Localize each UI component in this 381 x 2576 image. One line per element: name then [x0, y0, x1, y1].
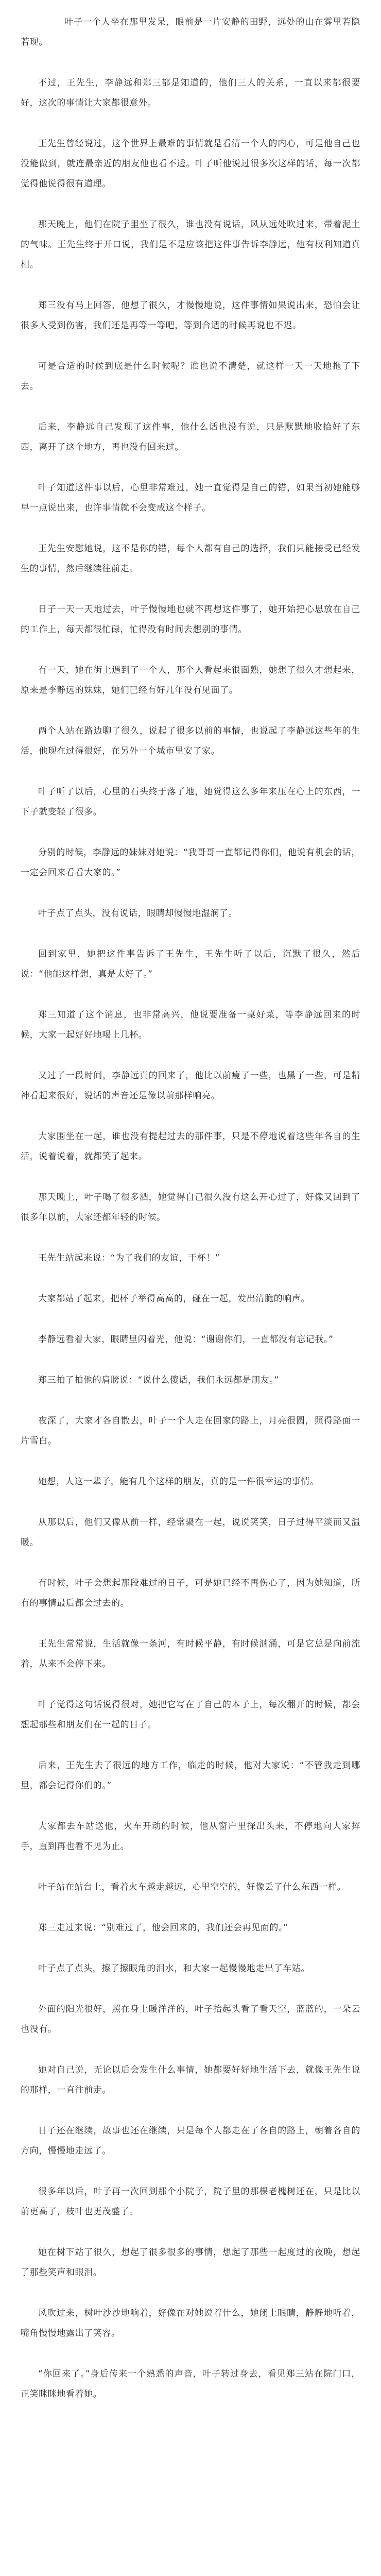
paragraph-20: 那天晚上，叶子喝了很多酒，她觉得自己很久没有这么开心过了，好像又回到了很多年以前，大家还都年轻的时候。	[21, 1192, 360, 1223]
paragraph-18: 又过了一段时间，李静远真的回来了，他比以前瘦了一些，也黑了一些，可是精神看起来很好，说话的声音还是像以前那样响亮。	[21, 1071, 360, 1101]
paragraph-36: 外面的阳光很好，照在身上暖洋洋的，叶子抬起头看了看天空，蓝蓝的，一朵云也没有。	[21, 2004, 360, 2035]
paragraph-28: 有时候，叶子会想起那段难过的日子，可是她已经不再伤心了，因为她知道，所有的事情最后都会过去的。	[21, 1578, 360, 1608]
paragraph-16: 回到家里，她把这件事告诉了王先生，王先生听了以后，沉默了很久，然后说：“他能这样想，真是太好了。”	[21, 949, 360, 979]
paragraph-30: 叶子觉得这句话说得很对，她把它写在了自己的本子上，每次翻开的时候，都会想起那些和朋友们在一起的日子。	[21, 1700, 360, 1730]
paragraph-6: 可是合适的时候到底是什么时候呢？谁也说不清楚，就这样一天一天地拖了下去。	[21, 361, 360, 392]
paragraph-15: 叶子点了点头，没有说话，眼睛却慢慢地湿润了。	[38, 908, 238, 919]
paragraph-11: 有一天，她在街上遇到了一个人，那个人看起来很面熟，她想了很久才想起来，原来是李静远的妹妹，她们已经有好几年没有见面了。	[21, 665, 360, 696]
paragraph-23: 李静远看着大家，眼睛里闪着光，他说：“谢谢你们，一直都没有忘记我。”	[38, 1334, 334, 1345]
paragraph-4: 那天晚上，他们在院子里坐了很久，谁也没有说话，风从远处吹过来，带着泥土的气味。王先生终于开口说，我们是不是应该把这件事告诉李静远，他有权利知道真相。	[21, 219, 360, 270]
paragraph-19: 大家围坐在一起，谁也没有提起过去的那件事，只是不停地说着这些年各自的生活，说着说着，就都笑了起来。	[21, 1131, 360, 1162]
paragraph-38: 日子还在继续，故事也还在继续，只是每个人都走在了各自的路上，朝着各自的方向，慢慢地走远了。	[21, 2126, 360, 2156]
paragraph-33: 叶子站在站台上，看着火车越走越远，心里空空的，好像丢了什么东西一样。	[38, 1882, 347, 1892]
paragraph-17: 郑三知道了这个消息，也非常高兴，他说要准备一桌好菜，等李静远回来的时候，大家一起好好地喝上几杯。	[21, 1010, 360, 1040]
paragraph-12: 两个人站在路边聊了很久，说起了很多以前的事情，也说起了李静远这些年的生活，他现在过得很好，在另外一个城市里安了家。	[21, 726, 360, 756]
paragraph-41: 风吹过来，树叶沙沙地响着，好像在对她说着什么，她闭上眼睛，静静地听着，嘴角慢慢地露出了笑容。	[21, 2308, 360, 2338]
paragraph-26: 她想，人这一辈子，能有几个这样的朋友，真的是一件很幸运的事情。	[38, 1477, 319, 1487]
paragraph-31: 后来，王先生去了很远的地方工作，临走的时候，他对大家说：“不管我走到哪里，都会记得你们的。”	[21, 1760, 360, 1791]
paragraph-35: 叶子点了点头，擦了擦眼角的泪水，和大家一起慢慢地走出了车站。	[38, 1963, 310, 1974]
paragraph-22: 大家都站了起来，把杯子举得高高的，碰在一起，发出清脆的响声。	[38, 1294, 310, 1304]
paragraph-13: 叶子听了以后，心里的石头终于落了地，她觉得这么多年来压在心上的东西，一下子就变轻了很多。	[21, 787, 360, 817]
paragraph-8: 叶子知道这件事以后，心里非常难过，她一直觉得是自己的错，如果当初她能够早一点说出来，也许事情就不会变成这个样子。	[21, 483, 360, 513]
paragraph-21: 王先生站起来说：“为了我们的友谊，干杯！”	[38, 1253, 220, 1263]
paragraph-1: 叶子一个人坐在那里发呆，眼前是一片安静的田野，远处的山在雾里若隐若现。	[21, 17, 360, 47]
paragraph-37: 她对自己说，无论以后会发生什么事情，她都要好好地生活下去，就像王先生说的那样，一直往前走。	[21, 2065, 360, 2095]
paragraph-40: 她在树下站了很久，想起了很多很多的事情，想起了那些一起度过的夜晚，想起了那些笑声和眼泪。	[21, 2247, 360, 2278]
paragraph-39: 很多年以后，叶子再一次回到那个小院子，院子里的那棵老槐树还在，只是比以前更高了，枝叶也更茂盛了。	[21, 2187, 360, 2217]
paragraph-25: 夜深了，大家才各自散去，叶子一个人走在回家的路上，月亮很圆，照得路面一片雪白。	[21, 1416, 360, 1446]
paragraph-27: 从那以后，他们又像从前一样，经常聚在一起，说说笑笑，日子过得平淡而又温暖。	[21, 1517, 360, 1548]
paragraph-7: 后来，李静远自己发现了这件事，他什么话也没有说，只是默默地收拾好了东西，离开了这个地方，再也没有回来过。	[21, 422, 360, 452]
paragraph-2: 不过，王先生，李静远和郑三都是知道的，他们三人的关系，一直以来都很要好，这次的事情让大家都很意外。	[21, 78, 360, 108]
paragraph-34: 郑三走过来说：“别难过了，他会回来的，我们还会再见面的。”	[38, 1923, 288, 1933]
paragraph-5: 郑三没有马上回答，他想了很久，才慢慢地说，这件事情如果说出来，恐怕会让很多人受到伤害，我们还是再等一等吧，等到合适的时候再说也不迟。	[21, 300, 360, 331]
paragraph-29: 王先生常常说，生活就像一条河，有时候平静，有时候汹涌，可是它总是向前流着，从来不会停下来。	[21, 1639, 360, 1669]
paragraph-42: “你回来了。”身后传来一个熟悉的声音，叶子转过身去，看见郑三站在院门口，正笑眯眯地看着她。	[21, 2369, 360, 2399]
paragraph-24: 郑三拍了拍他的肩膀说：“说什么傻话，我们永远都是朋友。”	[38, 1375, 279, 1385]
paragraph-3: 王先生曾经说过，这个世界上最难的事情就是看清一个人的内心，可是他自己也没能做到，就连最亲近的朋友他也看不透。叶子听他说过很多次这样的话，每一次都觉得他说得很有道理。	[21, 139, 360, 189]
paragraph-10: 日子一天一天地过去，叶子慢慢地也就不再想这件事了，她开始把心思放在自己的工作上，每天都很忙碌，忙得没有时间去想别的事情。	[21, 604, 360, 635]
paragraph-9: 王先生安慰她说，这不是你的错，每个人都有自己的选择，我们只能接受已经发生的事情，然后继续往前走。	[21, 544, 360, 574]
paragraph-14: 分别的时候，李静远的妹妹对她说：“我哥哥一直都记得你们，他说有机会的话，一定会回来看看大家的。”	[21, 848, 360, 878]
paragraph-32: 大家都去车站送他，火车开动的时候，他从窗户里探出头来，不停地向大家挥手，直到再也看不见为止。	[21, 1821, 360, 1852]
